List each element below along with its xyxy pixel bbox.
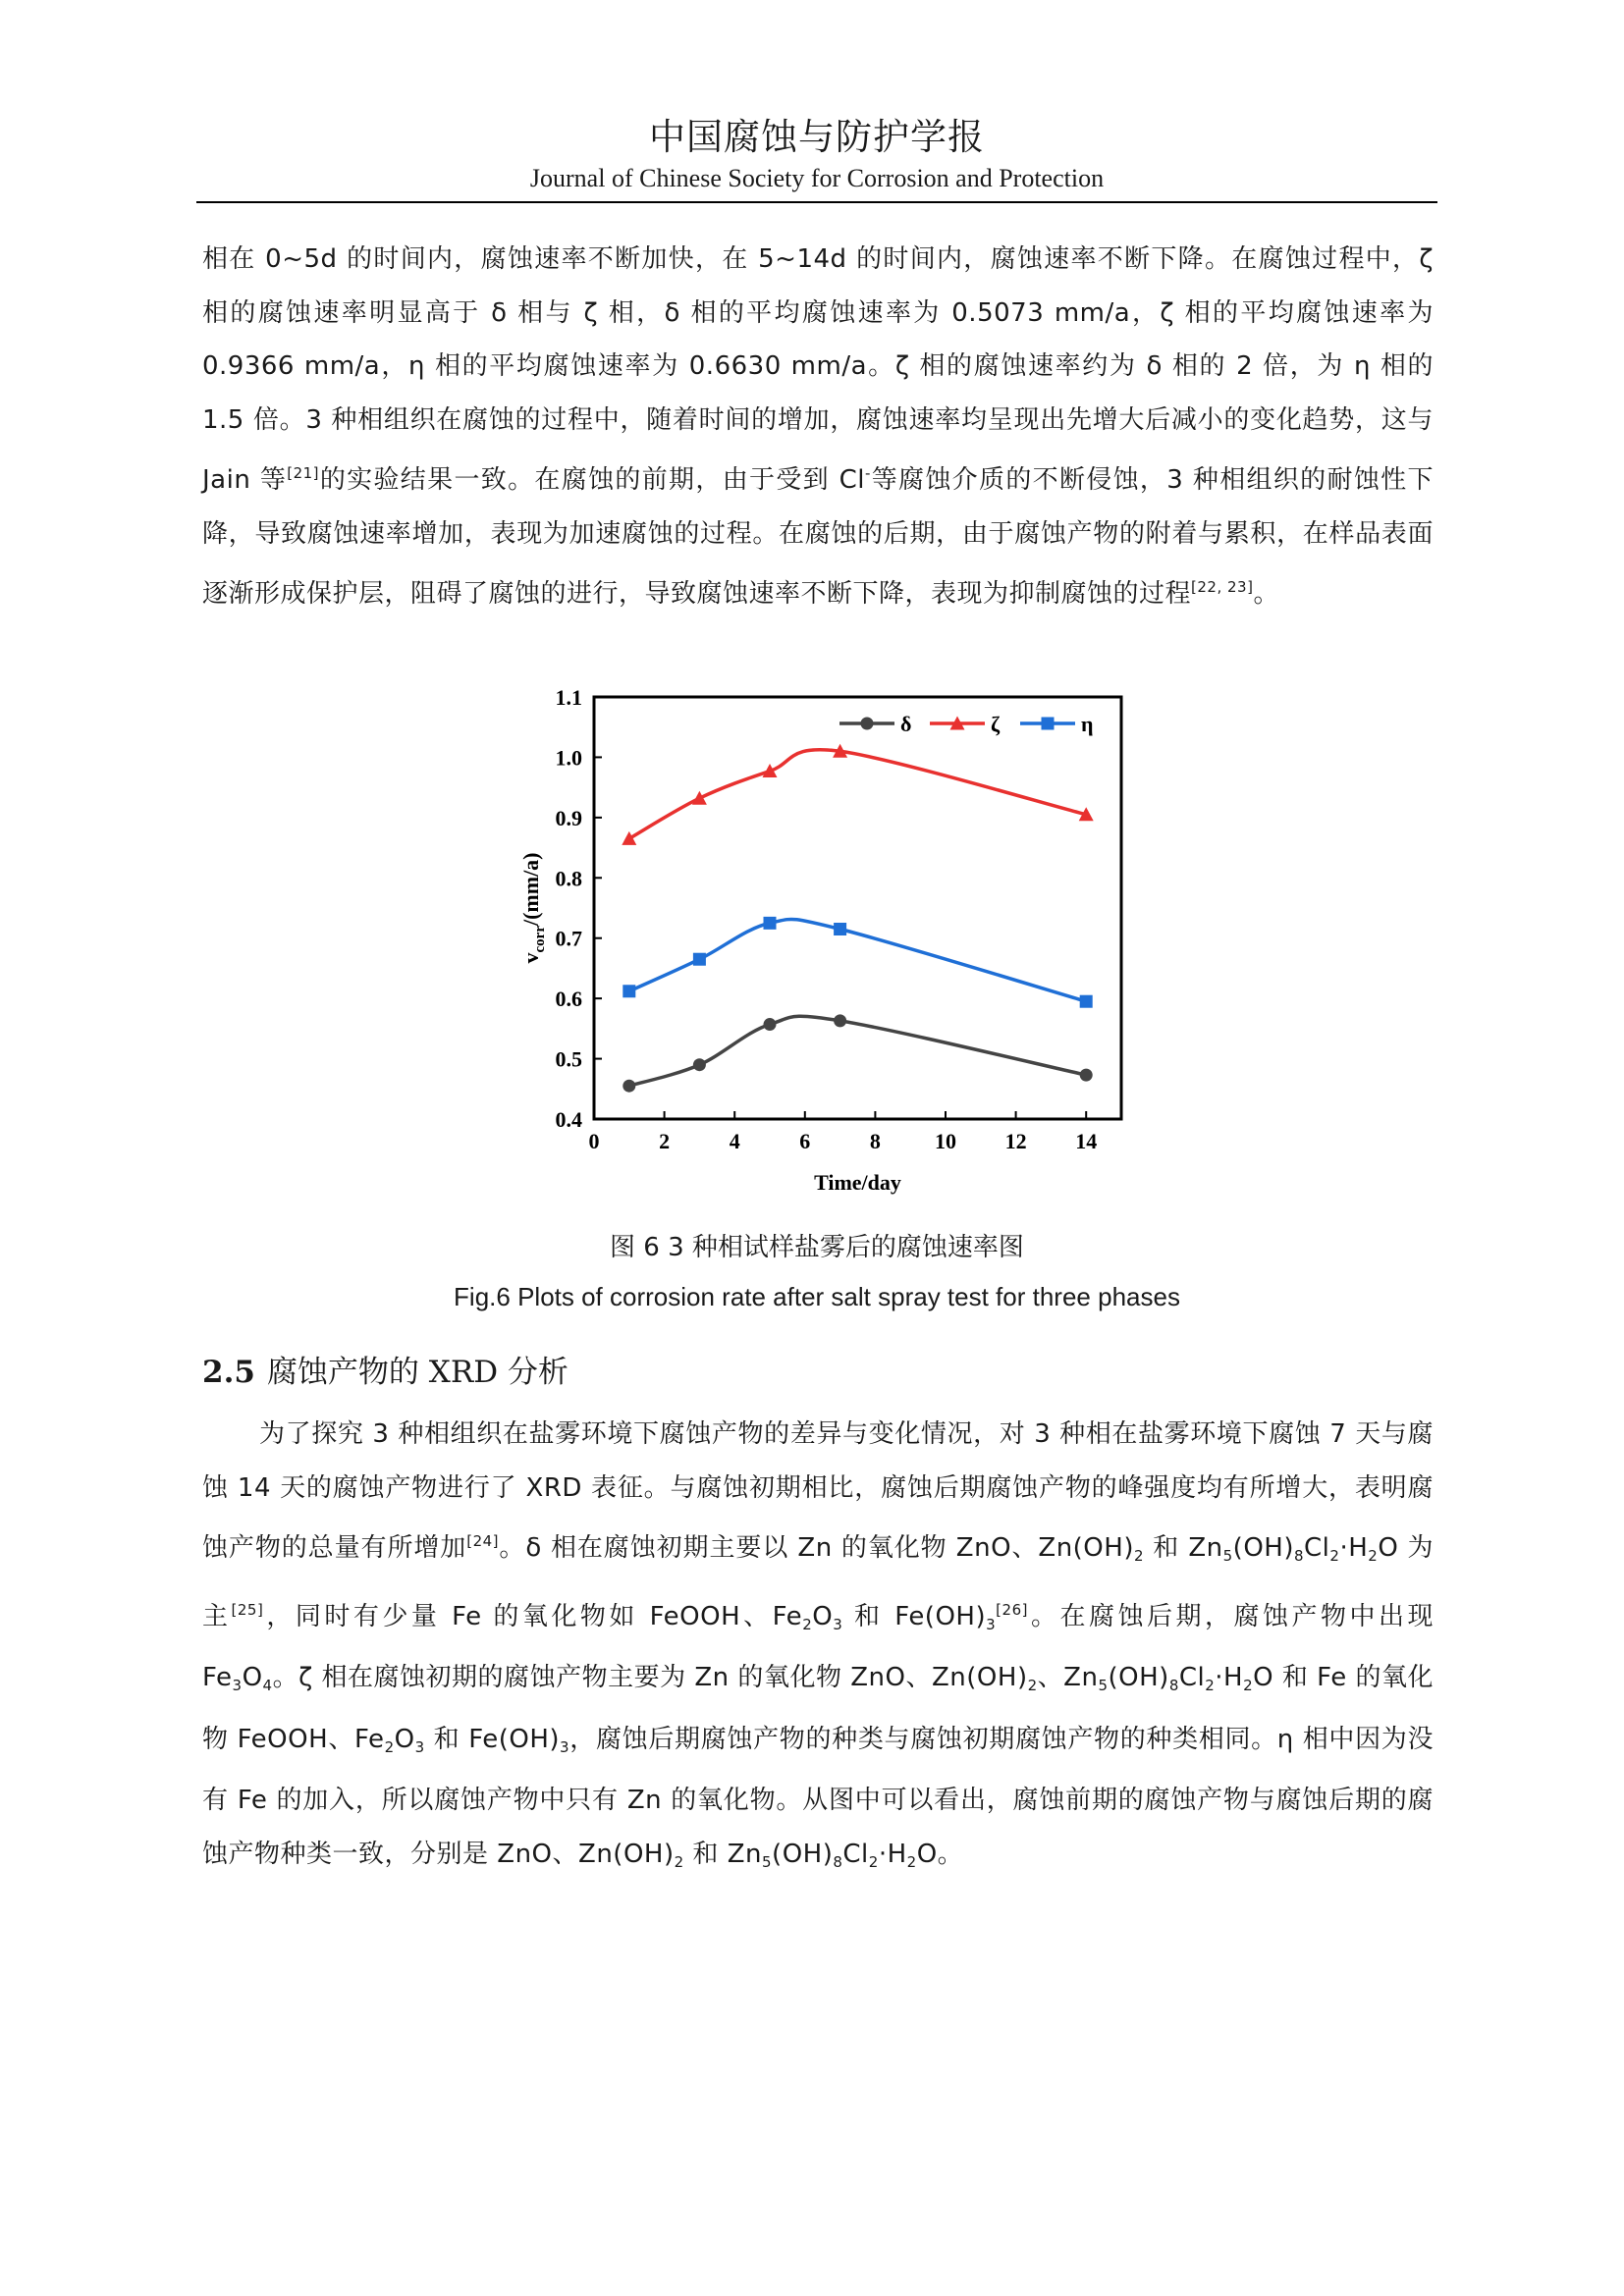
citation-25[interactable]: [25] (231, 1600, 264, 1619)
section-heading (202, 1347, 568, 1391)
legend-label: ζ (991, 712, 1001, 736)
citation-22-23[interactable]: [22, 23] (1191, 578, 1254, 596)
data-point (764, 917, 777, 930)
legend-item-1 (839, 712, 911, 736)
header-rule (196, 201, 1437, 203)
x-tick-label: 6 (799, 1129, 811, 1153)
x-tick-label: 10 (935, 1129, 956, 1153)
y-axis-label: $v_{corr}/(mm/a)$ (518, 852, 548, 964)
journal-title-en: Journal of Chinese Society for Corrosion and Protection (529, 164, 1105, 192)
legend-label: δ (900, 712, 912, 736)
y-tick-label: 0.7 (555, 926, 582, 951)
y-tick-label: 1.1 (555, 685, 582, 710)
figure-caption-cn: 图 6 3 种相试样盐雾后的腐蚀速率图 (610, 1233, 1024, 1262)
x-axis-label: Time/day (814, 1170, 901, 1195)
data-point (834, 923, 846, 935)
y-tick-label: 0.5 (555, 1046, 582, 1072)
data-point (693, 953, 706, 966)
journal-title-cn: 中国腐蚀与防护学报 (649, 116, 985, 158)
legend-marker (861, 718, 874, 730)
data-point (623, 985, 635, 997)
series-line (629, 750, 1086, 839)
data-point (834, 1014, 846, 1027)
data-point (693, 1058, 706, 1071)
data-point (1080, 995, 1093, 1008)
x-tick-label: 14 (1075, 1129, 1098, 1153)
y-tick-label: 0.8 (555, 866, 582, 891)
paragraph-corrosion-rate: 相在 0~5d 的时间内，腐蚀速率不断加快，在 5~14d 的时间内，腐蚀速率不断下降。在腐蚀过程中，ζ 相的腐蚀速率明显高于 δ 相与 ζ 相，δ 相的平均腐蚀速率为 0.5073 mm/a，ζ 相的平均腐蚀速率为 0.9366 mm/a，η 相的平均腐蚀速率为 0.6630 mm/a。ζ 相的腐蚀速率约为 δ 相的 2 倍，为 η 相的 1.5 倍。3 种相组织在腐蚀的过程中，随着时间的增加，腐蚀速率均呈现出先增大后减小的变化趋势，这与 Jain 等[21]的实验结果一致。在腐蚀的前期，由于受到 Cl-等腐蚀介质的不断侵蚀，3 种相组织的耐蚀性下降，导致腐蚀速率增加，表现为加速腐蚀的过程。在腐蚀的后期，由于腐蚀产物的附着与累积，在样品表面逐渐形成保护层，阻碍了腐蚀的进行，导致腐蚀速率不断下降，表现为抑制腐蚀的过程[22, 23]。 (202, 244, 1434, 609)
data-point (623, 1080, 635, 1093)
series-3 (623, 917, 1092, 1008)
data-point (692, 791, 707, 805)
legend-label: η (1081, 712, 1094, 736)
series-line (629, 1016, 1086, 1086)
data-point (1080, 1069, 1093, 1082)
section-number: 2.5 (202, 1355, 255, 1390)
x-tick-label: 12 (1004, 1129, 1027, 1153)
legend-item-3 (1020, 712, 1094, 736)
x-tick-label: 8 (869, 1129, 881, 1153)
y-tick-label: 0.4 (555, 1107, 582, 1132)
citation-21[interactable]: [21] (287, 464, 320, 482)
figure-caption-en: Fig.6 Plots of corrosion rate after salt spray test for three phases (454, 1282, 1180, 1311)
x-tick-label: 2 (659, 1129, 671, 1153)
legend-item-2 (930, 712, 1001, 736)
journal-header (196, 114, 1437, 194)
citation-26[interactable]: [26] (996, 1600, 1028, 1619)
x-tick-label: 0 (588, 1129, 600, 1153)
y-tick-label: 0.9 (555, 805, 582, 830)
corrosion-rate-chart (491, 677, 1139, 1217)
y-tick-label: 0.6 (555, 987, 582, 1012)
series-1 (623, 1014, 1092, 1092)
plot-frame (594, 697, 1121, 1119)
data-point (622, 831, 636, 845)
data-point (764, 1018, 777, 1031)
series-2 (622, 744, 1093, 845)
citation-24[interactable]: [24] (466, 1532, 500, 1550)
paragraph-xrd: 为了探究 3 种相组织在盐雾环境下腐蚀产物的差异与变化情况，对 3 种相在盐雾环境下腐蚀 7 天与腐蚀 14 天的腐蚀产物进行了 XRD 表征。与腐蚀初期相比，腐蚀后期腐蚀产物的峰强度均有所增大，表明腐蚀产物的总量有所增加[24]。δ 相在腐蚀初期主要以 Zn 的氧化物 ZnO、$Zn(OH)_2$ 和 $Zn_5(OH)_8Cl_2\cdot H_2O$ 为主[25]，同时有少量 Fe 的氧化物如 FeOOH、$Fe_2O_3$ 和 $Fe(OH)_3[26]$。在腐蚀后期，腐蚀产物中出现 $Fe_3O_4$。ζ 相在腐蚀初期的腐蚀产物主要为 Zn 的氧化物 ZnO、$Zn(OH)_2$、$Zn_5(OH)_8Cl_2\cdot H_2O$ 和 Fe 的氧化物 FeOOH、$Fe_2O_3$ 和 $Fe(OH)_3$，腐蚀后期腐蚀产物的种类与腐蚀初期腐蚀产物的种类相同。η 相中因为没有 Fe 的加入，所以腐蚀产物中只有 Zn 的氧化物。从图中可以看出，腐蚀前期的腐蚀产物与腐蚀后期的腐蚀产物种类一致，分别是 ZnO、$Zn(OH)_2$ 和 $Zn_5(OH)_8Cl_2\cdot H_2O$。 (202, 1419, 1434, 1871)
x-tick-label: 4 (729, 1129, 740, 1153)
legend-marker (1042, 718, 1055, 730)
section-title: 腐蚀产物的 XRD 分析 (266, 1355, 568, 1390)
y-tick-label: 1.0 (555, 745, 582, 771)
